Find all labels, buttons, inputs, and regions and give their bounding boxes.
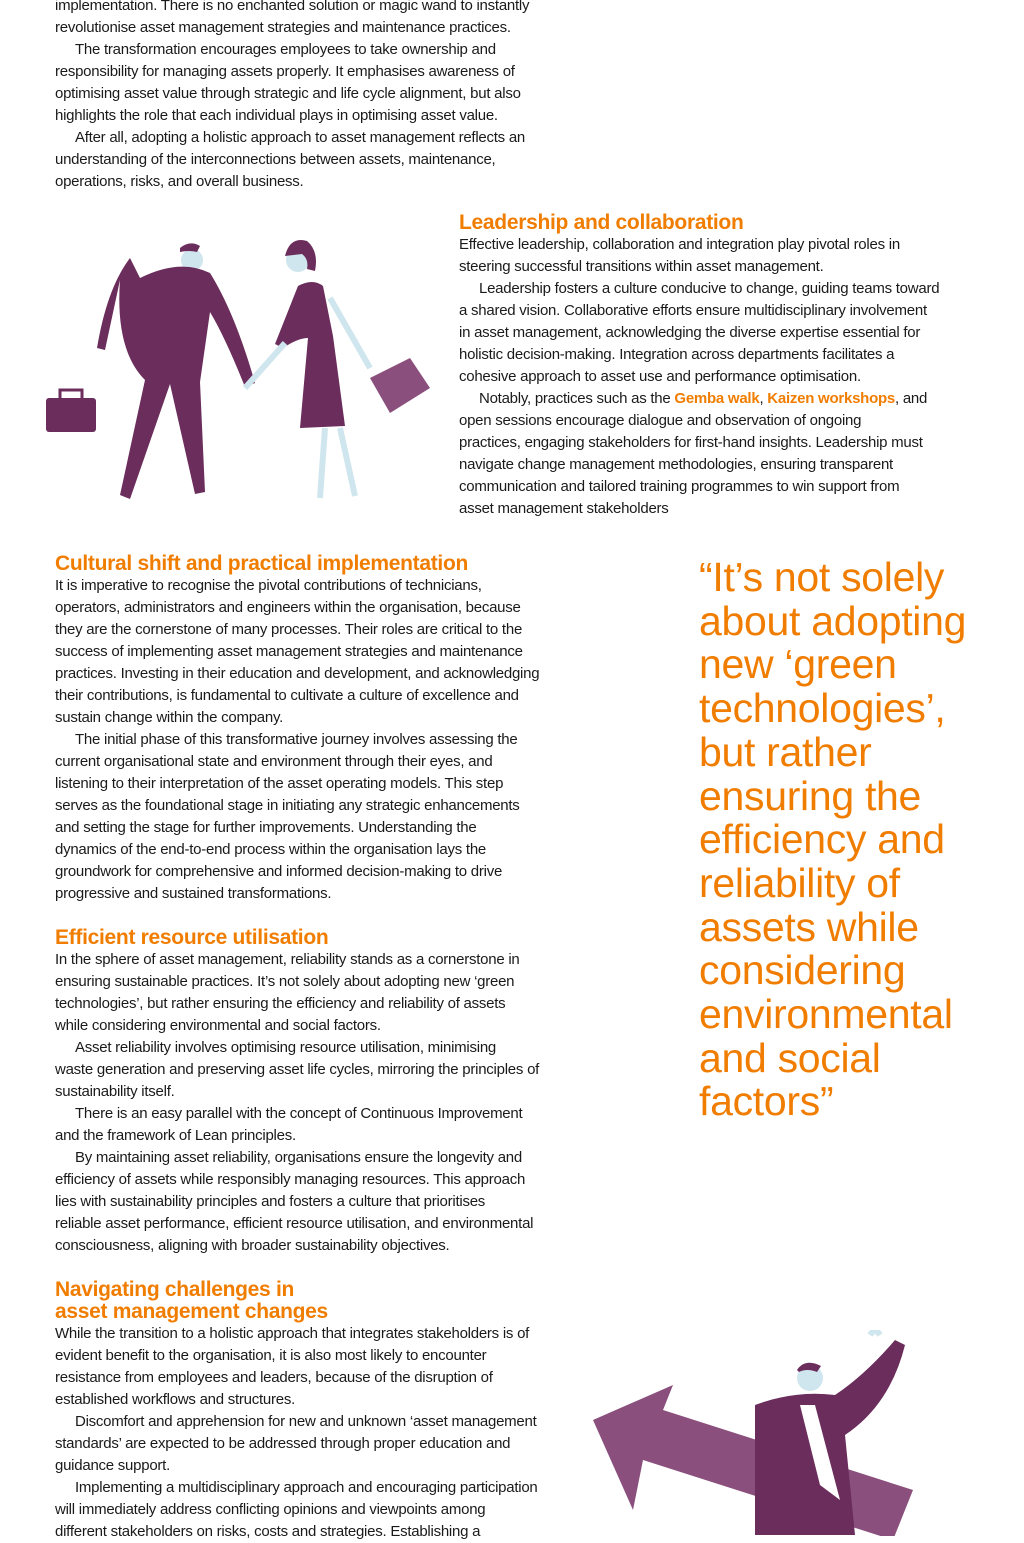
body-text-line: standards’ are expected to be addressed through proper education and [55, 1435, 511, 1452]
pull-quote-line: factors” [699, 1078, 834, 1125]
body-text-line: will immediately address conflicting opinions and viewpoints among [55, 1501, 486, 1518]
body-text-line: steering successful transitions within asset management. [459, 258, 824, 275]
body-text-line: While the transition to a holistic approach that integrates stakeholders is of [55, 1325, 530, 1342]
body-text-line: progressive and sustained transformations. [55, 885, 332, 902]
body-text-line: evident benefit to the organisation, it is also most likely to encounter [55, 1347, 487, 1364]
body-text-line: established workflows and structures. [55, 1391, 296, 1408]
body-text-line: asset management stakeholders [459, 500, 669, 517]
body-text-line: consciousness, aligning with broader sustainability objectives. [55, 1237, 450, 1254]
body-text-line: Discomfort and apprehension for new and unknown ‘asset management [75, 1413, 537, 1430]
body-text-line: understanding of the interconnections between assets, maintenance, [55, 151, 496, 168]
body-text-line: a shared vision. Collaborative efforts ensure multidisciplinary involvement [459, 302, 927, 319]
section-heading: Cultural shift and practical implementation [55, 552, 468, 575]
body-text-line: practices, engaging stakeholders for first-hand insights. Leadership must [459, 434, 923, 451]
section-navigating-challenges [55, 1279, 538, 1543]
section-leadership-collaboration [459, 212, 939, 520]
body-text-line: implementation. There is no enchanted solution or magic wand to instantly [55, 0, 530, 14]
body-text-line: reliable asset performance, efficient resource utilisation, and environmental [55, 1215, 534, 1232]
body-text-line: sustainability itself. [55, 1083, 175, 1100]
section-efficient-resource-utilisation [55, 927, 539, 1257]
pull-quote-line: environmental [699, 991, 953, 1038]
section-heading: asset management changes [55, 1300, 328, 1323]
body-text-line: waste generation and preserving asset life cycles, mirroring the principles of [55, 1061, 540, 1078]
body-text-line: By maintaining asset reliability, organisations ensure the longevity and [75, 1149, 522, 1166]
body-text-line: dynamics of the end-to-end process within the organisation lays the [55, 841, 487, 858]
pull-quote-line: considering [699, 947, 906, 994]
body-text-line: Effective leadership, collaboration and integration play pivotal roles in [459, 236, 900, 253]
section-cultural-shift [55, 553, 539, 905]
body-text-line: After all, adopting a holistic approach to asset management reflects an [75, 129, 526, 146]
body-text-line: The initial phase of this transformative journey involves assessing the [75, 731, 518, 748]
body-text-line: ensuring sustainable practices. It’s not solely about adopting new ‘green [55, 973, 515, 990]
pull-quote-line: ensuring the [699, 772, 922, 819]
pull-quote-line: technologies’, [699, 685, 946, 732]
highlighted-term-link[interactable]: Kaizen workshops [767, 390, 895, 407]
pull-quote-line: but rather [699, 728, 872, 775]
pull-quote-line: efficiency and [699, 816, 945, 863]
body-text-line: in asset management, acknowledging the diverse expertise essential for [459, 324, 921, 341]
body-text-line: lies with sustainability principles and fosters a culture that prioritises [55, 1193, 486, 1210]
section-heading: Efficient resource utilisation [55, 926, 329, 949]
arrow-carrier-illustration [590, 1330, 930, 1536]
body-text-line: guidance support. [55, 1457, 171, 1474]
body-text-line: communication and tailored training programmes to win support from [459, 478, 900, 495]
body-text-line: There is an easy parallel with the concept of Continuous Improvement [75, 1105, 523, 1122]
body-text-line: cohesive approach to asset use and performance optimisation. [459, 368, 861, 385]
body-text-line: sustain change within the company. [55, 709, 284, 726]
text-segment: , and [895, 390, 928, 407]
body-text-line: In the sphere of asset management, reliability stands as a cornerstone in [55, 951, 520, 968]
body-text-line: their contributions, is fundamental to cultivate a culture of excellence and [55, 687, 519, 704]
body-text-line [459, 388, 939, 410]
body-text-line: technologies’, but rather ensuring the efficiency and reliability of assets [55, 995, 506, 1012]
text-segment: Notably, practices such as the [479, 390, 675, 407]
body-text-line: resistance from employees and leaders, because of the disruption of [55, 1369, 493, 1386]
body-text-line: efficiency of assets while responsibly managing resources. This approach [55, 1171, 526, 1188]
body-text-line: highlights the role that each individual plays in optimising asset value. [55, 107, 498, 124]
body-text-line: groundwork for comprehensive and informed decision-making to drive [55, 863, 503, 880]
body-text-line: success of implementing asset management strategies and maintenance [55, 643, 523, 660]
highlighted-term-link[interactable]: Gemba walk [674, 390, 760, 407]
section-intro-continued [55, 0, 529, 193]
body-text-line: operations, risks, and overall business. [55, 173, 304, 190]
body-text-line: and the framework of Lean principles. [55, 1127, 296, 1144]
pull-quote-line: reliability of [699, 859, 900, 906]
body-text-line: while considering environmental and social factors. [55, 1017, 381, 1034]
pull-quote-line: assets while [699, 903, 919, 950]
body-text-line: and setting the stage for further improvements. Understanding the [55, 819, 477, 836]
pull-quote-line: about adopting [699, 597, 967, 644]
body-text-line: navigate change management methodologies, ensuring transparent [459, 456, 893, 473]
body-text-line: serves as the foundational stage in initiating any strategic enhancements [55, 797, 520, 814]
pull-quote-line: “It’s not solely [699, 554, 945, 600]
body-text-line: open sessions encourage dialogue and observation of ongoing [459, 412, 862, 429]
handshake-illustration [40, 238, 440, 510]
body-text-line: optimising asset value through strategic and life cycle alignment, but also [55, 85, 521, 102]
pull-quote-line: new ‘green [699, 641, 897, 688]
body-text-line: The transformation encourages employees to take ownership and [75, 41, 496, 58]
pull-quote [699, 556, 966, 1124]
body-text-line: Implementing a multidisciplinary approach and encouraging participation [75, 1479, 538, 1496]
section-heading: Leadership and collaboration [459, 211, 744, 234]
body-text-line: listening to their interpretation of the asset operating models. This step [55, 775, 504, 792]
body-text-line: operators, administrators and engineers within the organisation, because [55, 599, 521, 616]
body-text-line: Asset reliability involves optimising resource utilisation, minimising [75, 1039, 497, 1056]
body-text-line: responsibility for managing assets properly. It emphasises awareness of [55, 63, 515, 80]
body-text-line: revolutionise asset management strategies and maintenance practices. [55, 19, 511, 36]
pull-quote-line: and social [699, 1034, 881, 1081]
body-text-line: Leadership fosters a culture conducive to change, guiding teams toward [479, 280, 940, 297]
body-text-line: different stakeholders on risks, costs and strategies. Establishing a [55, 1523, 481, 1540]
section-heading: Navigating challenges in [55, 1278, 295, 1301]
body-text-line: current organisational state and environment through their eyes, and [55, 753, 493, 770]
body-text-line: holistic decision-making. Integration across departments facilitates a [459, 346, 895, 363]
body-text-line: It is imperative to recognise the pivotal contributions of technicians, [55, 577, 482, 594]
body-text-line: they are the cornerstone of many processes. Their roles are critical to the [55, 621, 523, 638]
text-segment: , [759, 390, 768, 407]
body-text-line: practices. Investing in their education and development, and acknowledging [55, 665, 540, 682]
